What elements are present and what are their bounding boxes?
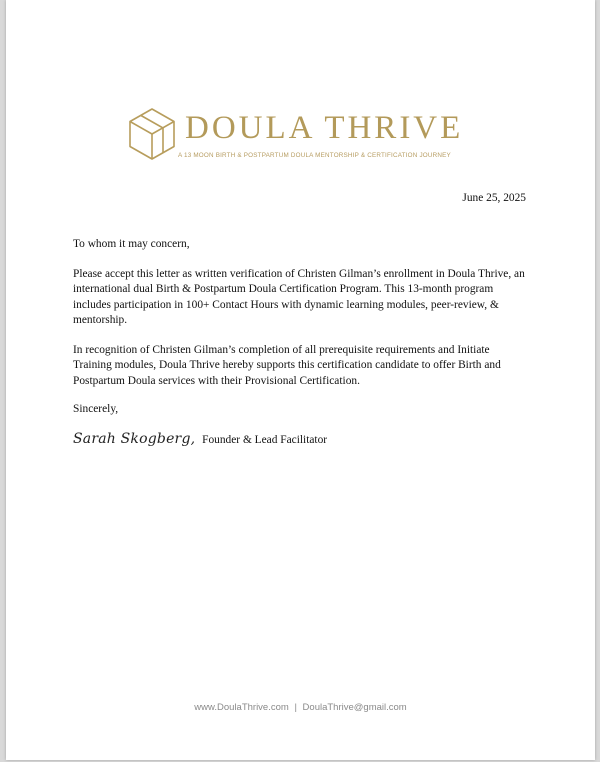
letter-footer (6, 702, 595, 713)
letter-paragraph-enrollment: Please accept this letter as written verification of Christen Gilman’s enrollment in Doula Thrive, an international dual Birth & Postpartum Doula Certification Program. This 13-month program includes participation in 100+ Contact Hours with dynamic learning modules, peer-review, & mentorship. (73, 268, 525, 327)
signature-block (73, 432, 327, 448)
signer-title: Founder & Lead Facilitator (202, 434, 328, 446)
letter-page (6, 0, 595, 760)
letter-paragraph-recognition: In recognition of Christen Gilman’s completion of all prerequisite requirements and Initiate Training modules, Doula Thrive hereby supports this certification candidate to offer Birth and Postpartum Doula services with their Provisional Certification. (73, 344, 501, 387)
letter-date: June 25, 2025 (462, 192, 526, 204)
letter-greeting: To whom it may concern, (73, 238, 190, 250)
letter-closing: Sincerely, (73, 403, 119, 415)
footer-email-link[interactable]: DoulaThrive@gmail.com (302, 702, 407, 713)
brand-tagline: A 13 MOON BIRTH & POSTPARTUM DOULA MENTORSHIP & CERTIFICATION JOURNEY (178, 152, 451, 159)
brand-name: DOULA THRIVE (185, 110, 464, 146)
signature: Sarah Skogberg, (73, 431, 196, 447)
letterhead-logo (6, 102, 595, 162)
footer-website-link[interactable]: www.DoulaThrive.com (194, 702, 289, 713)
gold-hexagon-cube-icon (124, 106, 180, 162)
footer-separator: | (294, 702, 297, 713)
